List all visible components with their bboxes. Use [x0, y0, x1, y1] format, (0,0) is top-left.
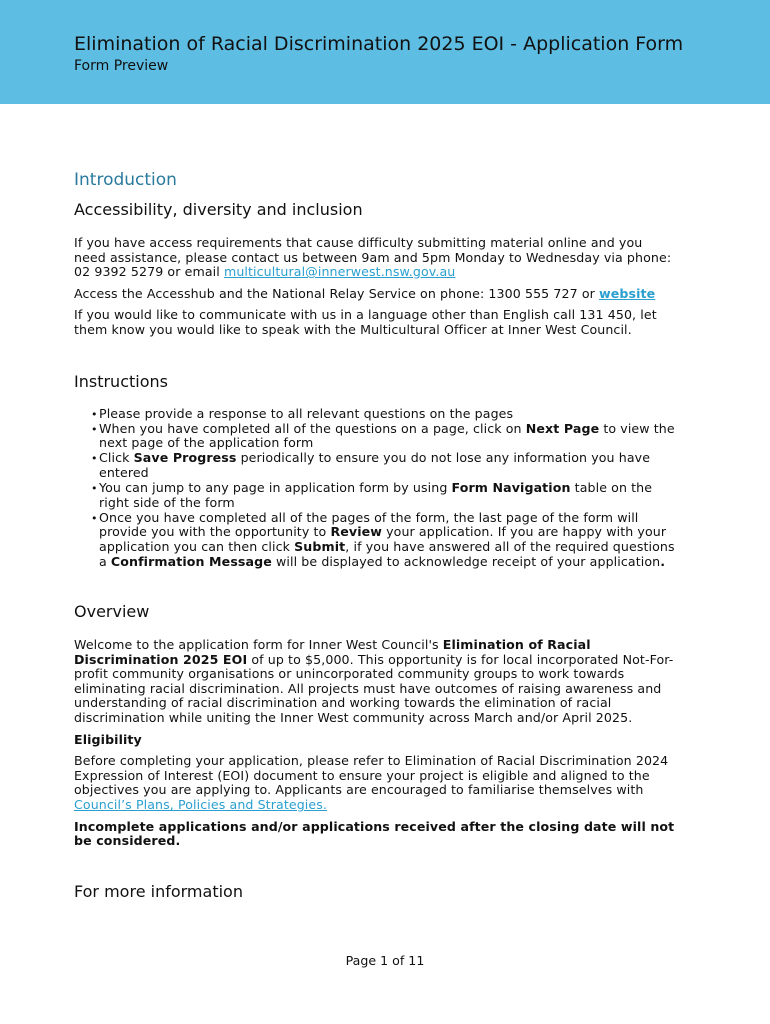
form-subtitle: Form Preview: [74, 58, 169, 74]
access-requirements-paragraph: If you have access requirements that cause difficulty submitting material online and you need assistance, please contact us between 9am and 5pm Monday to Wednesday via phone: 02 9392 5279 or email multicultural@innerwest.nsw.gov.au: [74, 235, 672, 280]
eligibility-heading: Eligibility: [74, 731, 142, 747]
overview-heading: Overview: [74, 602, 150, 622]
email-link[interactable]: multicultural@innerwest.nsw.gov.au: [223, 264, 456, 280]
language-paragraph: If you would like to communicate with us in a language other than English call 131 450, let them know you would like to speak with the Multicultural Officer at Inner West Council.: [74, 307, 657, 337]
website-link[interactable]: website: [599, 285, 656, 301]
page-indicator: [0, 953, 770, 968]
closing-date-warning: Incomplete applications and/or applications received after the closing date will not be considered.: [74, 818, 675, 849]
introduction-heading: Introduction: [74, 170, 177, 190]
more-info-heading: For more information: [74, 881, 243, 901]
form-content: [74, 170, 678, 901]
instructions-heading: Instructions: [74, 371, 168, 391]
list-item: • Click Save Progress periodically to ensure you do not lose any information you have entered: [92, 451, 678, 480]
accessibility-heading: Accessibility, diversity and inclusion: [74, 200, 363, 219]
form-title: Elimination of Racial Discrimination 2025 EOI - Application Form: [74, 33, 684, 55]
list-item: • You can jump to any page in application form by using Form Navigation table on the right side of the form: [92, 481, 678, 510]
overview-paragraph: Welcome to the application form for Inner West Council's Elimination of Racial Discrimination 2025 EOI of up to $5,000. This opportunity is for local incorporated Not-For-profit community organisations or unincorporated community groups to work towards eliminating racial discrimination. All projects must have outcomes of raising awareness and understanding of racial discrimination and working towards the elimination of racial discrimination while uniting the Inner West community across March and/or April 2025.: [74, 637, 674, 726]
eligibility-paragraph: Before completing your application, please refer to Elimination of Racial Discrimination 2024 Expression of Interest (EOI) document to ensure your project is eligible and aligned to the objectives you are applying to. Applicants are encouraged to familiarise themselves with Council’s Plans, Policies and Strategies.: [74, 753, 669, 813]
header-banner: [0, 0, 770, 104]
plans-policies-link[interactable]: Council’s Plans, Policies and Strategies.: [74, 797, 328, 813]
list-item: • When you have completed all of the questions on a page, click on Next Page to view the next page of the application form: [92, 422, 678, 451]
page-number-label: Page 1 of 11: [345, 953, 425, 968]
instructions-list: [74, 407, 678, 570]
list-item: • Once you have completed all of the pages of the form, the last page of the form will provide you with the opportunity to Review your application. If you are happy with your application you can then click Submit, if you have answered all of the required questions a Confirmation Message will be displayed to acknowledge receipt of your application.: [92, 511, 678, 569]
list-item: • Please provide a response to all relevant questions on the pages: [92, 407, 678, 422]
accesshub-paragraph: Access the Accesshub and the National Relay Service on phone: 1300 555 727 or website: [74, 285, 656, 301]
